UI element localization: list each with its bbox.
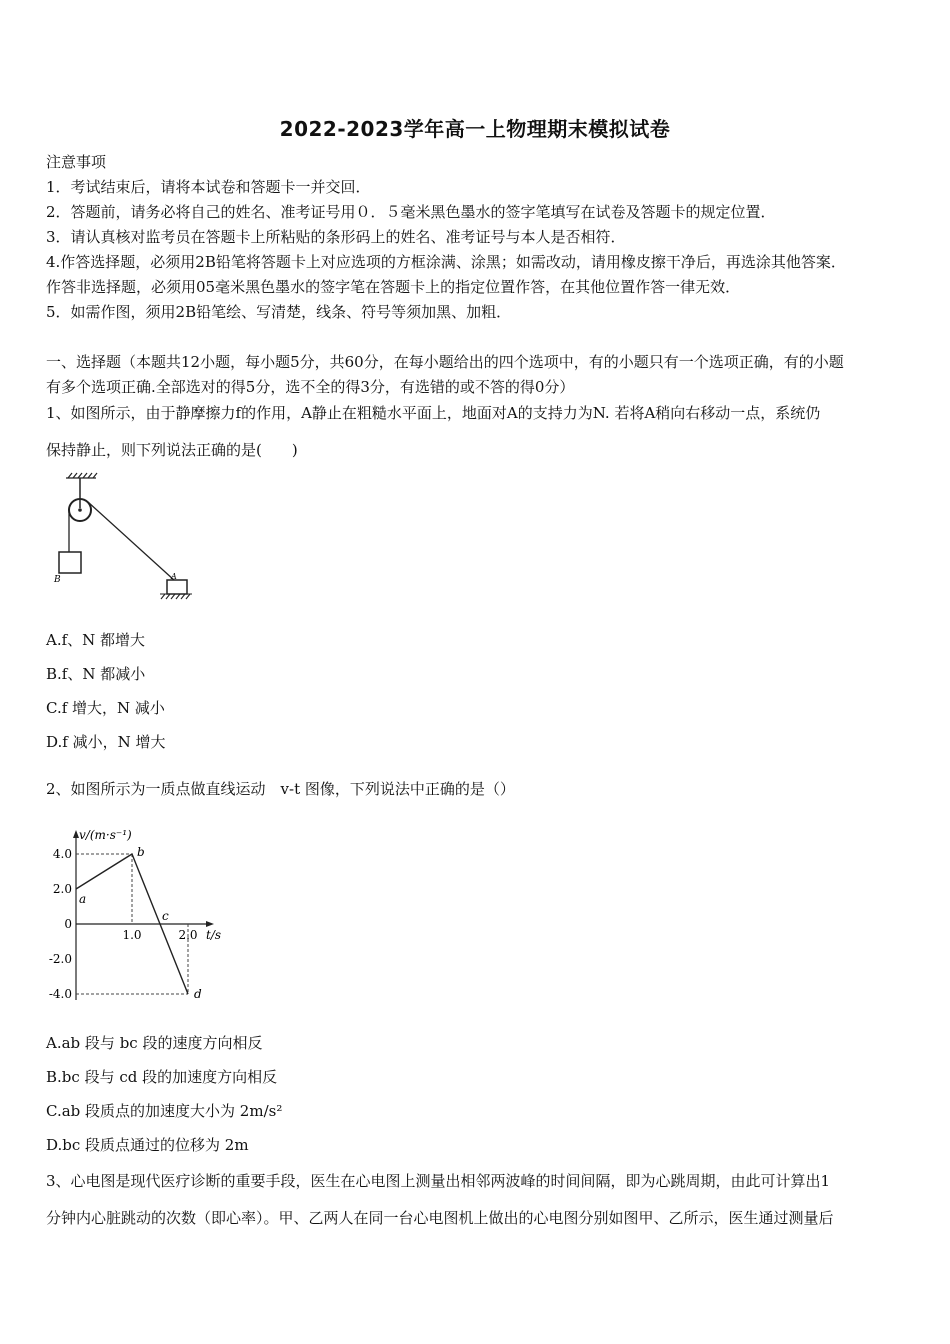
option-letter: C.	[46, 1102, 62, 1120]
option-letter: B.	[46, 665, 62, 683]
option-text: f、N 都减小	[61, 665, 146, 683]
notice-item-2: 2．答题前，请务必将自己的姓名、准考证号用０．５毫米黑色墨水的签字笔填写在试卷及答题卡的规定位置．	[46, 203, 776, 221]
q1-pulley-figure	[50, 470, 210, 610]
y-axis-label: v/(m·s⁻¹)	[79, 828, 132, 842]
notice-item-5: 5．如需作图，须用2B铅笔绘、写清楚，线条、符号等须加黑、加粗．	[46, 303, 512, 321]
option-text: f 减小，N 增大	[62, 733, 166, 751]
q1-option-c[interactable]	[46, 698, 165, 718]
q2-stem: 2、如图所示为一质点做直线运动 v-t 图像，下列说法中正确的是（）	[46, 780, 515, 798]
x-axis-label: t/s	[206, 928, 222, 942]
option-letter: A.	[46, 631, 62, 649]
q1-option-a[interactable]	[46, 630, 145, 650]
y-tick-label: 0	[64, 917, 72, 931]
option-text: bc 段质点通过的位移为 2m	[62, 1136, 249, 1154]
option-text: ab 段与 bc 段的速度方向相反	[61, 1034, 263, 1052]
option-letter: D.	[46, 1136, 63, 1154]
y-tick-label: 2.0	[52, 882, 72, 896]
option-text: f、N 都增大	[61, 631, 146, 649]
q1-stem-line2: 保持静止，则下列说法正确的是( )	[46, 441, 298, 459]
pulley-axle	[78, 508, 82, 512]
option-text: ab 段质点的加速度大小为 2m/s²	[61, 1102, 283, 1120]
option-text: bc 段与 cd 段的加速度方向相反	[61, 1068, 278, 1086]
label-a: A	[171, 572, 177, 581]
y-tick-label: 4.0	[52, 847, 72, 861]
x-tick-label: 1.0	[122, 928, 142, 942]
option-letter: D.	[46, 733, 63, 751]
notice-heading: 注意事项	[46, 153, 107, 171]
notice-item-1: 1．考试结束后，请将本试卷和答题卡一并交回．	[46, 178, 371, 196]
label-b: B	[54, 575, 61, 585]
rope-to-a	[88, 502, 174, 580]
option-letter: A.	[46, 1034, 62, 1052]
q2-vt-chart	[40, 815, 250, 1010]
q2-option-c[interactable]	[46, 1101, 282, 1121]
q2-option-b[interactable]	[46, 1067, 277, 1087]
x-tick-label: 2.0	[178, 928, 198, 942]
q2-option-a[interactable]	[46, 1033, 262, 1053]
q2-option-d[interactable]	[46, 1135, 249, 1155]
ceiling-hatch	[66, 473, 97, 478]
y-tick-label: -2.0	[48, 952, 72, 966]
point-label-d: d	[194, 987, 202, 1001]
section-heading-line2: 有多个选项正确.全部选对的得5分，选不全的得3分，有选错的或不答的得0分）	[46, 378, 575, 396]
block-a	[167, 580, 187, 594]
option-text: f 增大，N 减小	[61, 699, 165, 717]
q1-stem-line1: 1、如图所示，由于静摩擦力f的作用，A静止在粗糙水平面上，地面对A的支持力为N. 若将A稍向右移动一点，系统仍	[46, 404, 821, 422]
page-title: 2022-2023学年高一上物理期末模拟试卷	[279, 117, 671, 141]
option-letter: B.	[46, 1068, 62, 1086]
notice-item-4-cont: 作答非选择题，必须用05毫米黑色墨水的签字笔在答题卡上的指定位置作答，在其他位置作答一律无效．	[46, 278, 741, 296]
q1-option-b[interactable]	[46, 664, 145, 684]
notice-item-3: 3．请认真核对监考员在答题卡上所粘贴的条形码上的姓名、准考证号与本人是否相符．	[46, 228, 626, 246]
point-label-c: c	[162, 909, 169, 923]
point-label-b: b	[137, 845, 145, 859]
y-tick-label: -4.0	[48, 987, 72, 1001]
option-letter: C.	[46, 699, 62, 717]
q3-stem-line2: 分钟内心脏跳动的次数（即心率）。甲、乙两人在同一台心电图机上做出的心电图分别如图甲、乙所示，医生通过测量后	[46, 1209, 834, 1227]
section-heading-line1: 一、选择题（本题共12小题，每小题5分，共60分，在每小题给出的四个选项中，有的小题只有一个选项正确，有的小题	[46, 353, 844, 371]
x-axis-arrow	[206, 921, 214, 927]
q3-stem-line1: 3、心电图是现代医疗诊断的重要手段，医生在心电图上测量出相邻两波峰的时间间隔，即为心跳周期，由此可计算出1	[46, 1172, 831, 1190]
point-label-a: a	[79, 892, 87, 906]
block-b	[59, 552, 81, 573]
q1-option-d[interactable]	[46, 732, 165, 752]
notice-item-4: 4.作答选择题，必须用2B铅笔将答题卡上对应选项的方框涂满、涂黑；如需改动，请用橡皮擦干净后，再选涂其他答案．	[46, 253, 846, 271]
